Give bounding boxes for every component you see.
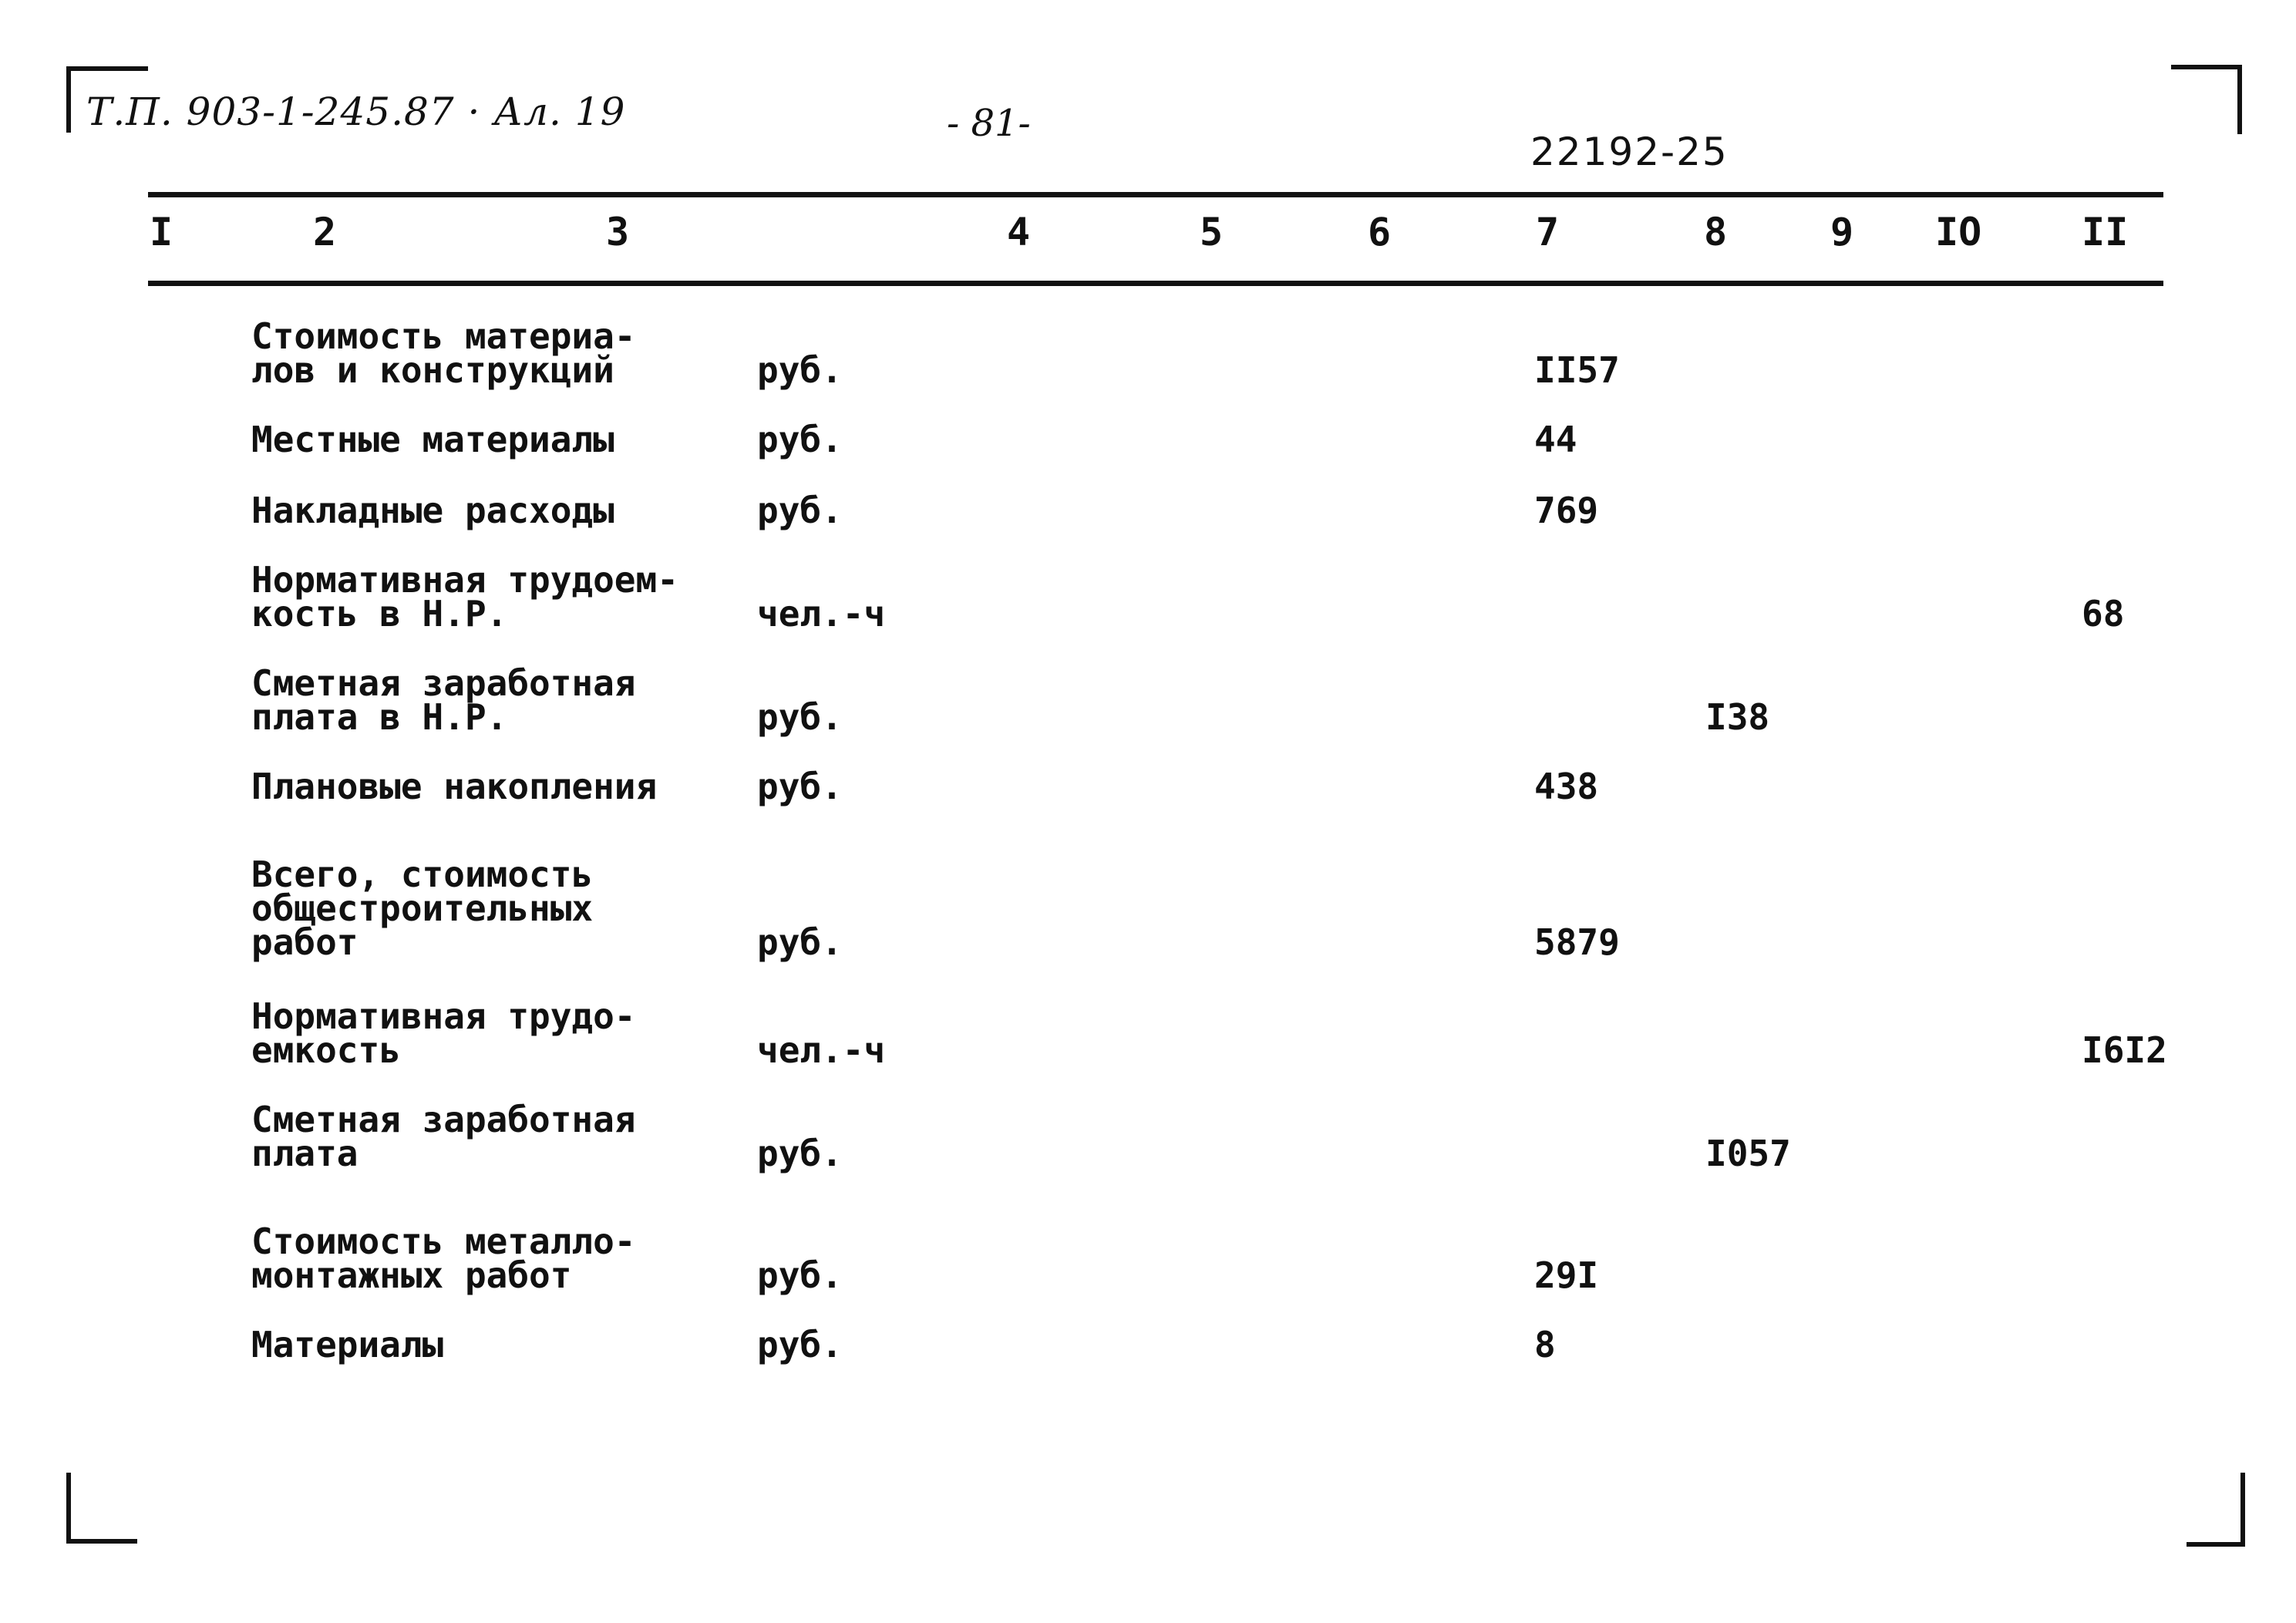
row-unit-overhead: руб. <box>757 490 843 531</box>
row-value-col7-materials: 8 <box>1534 1324 1556 1365</box>
row-value-col7-metal-assembly-cost: 29I <box>1534 1254 1599 1296</box>
row-value-col8-wages-overhead: I38 <box>1705 696 1770 738</box>
row-unit-total-general-construction: руб. <box>757 921 843 963</box>
row-value-col11-labor-overhead: 68 <box>2082 593 2125 635</box>
row-value-col7-planned-savings: 438 <box>1534 766 1599 807</box>
column-header-10: IO <box>1935 210 1982 254</box>
row-value-col7-local-materials: 44 <box>1534 419 1577 460</box>
row-name-total-general-construction: Всего, стоимость общестроительных работ <box>251 854 594 963</box>
table-top-rule <box>148 192 2163 197</box>
row-unit-local-materials: руб. <box>757 419 843 460</box>
row-name-materials-cost: Стоимость материа- лов и конструкций <box>251 315 636 391</box>
row-name-wages-overhead: Сметная заработная плата в Н.Р. <box>251 662 636 738</box>
column-header-6: 6 <box>1368 210 1392 254</box>
row-unit-estimated-wages: руб. <box>757 1133 843 1174</box>
row-name-planned-savings: Плановые накопления <box>251 766 658 807</box>
row-name-local-materials: Местные материалы <box>251 419 614 460</box>
table-header-rule <box>148 281 2163 286</box>
row-unit-metal-assembly-cost: руб. <box>757 1254 843 1296</box>
row-value-col8-estimated-wages: I057 <box>1705 1133 1791 1174</box>
column-header-9: 9 <box>1830 210 1854 254</box>
row-name-labor-overhead: Нормативная трудоем- кость в Н.Р. <box>251 559 678 635</box>
page-number: - 81- <box>947 102 1031 145</box>
row-value-col7-overhead: 769 <box>1534 490 1599 531</box>
row-name-estimated-wages: Сметная заработная плата <box>251 1099 636 1174</box>
row-unit-labor-overhead: чел.-ч <box>757 593 886 635</box>
row-value-col7-materials-cost: II57 <box>1534 349 1620 391</box>
column-header-5: 5 <box>1200 210 1224 254</box>
row-unit-wages-overhead: руб. <box>757 696 843 738</box>
row-unit-materials: руб. <box>757 1324 843 1365</box>
column-header-2: 2 <box>313 210 337 254</box>
row-value-col11-labor-intensity: I6I2 <box>2082 1029 2167 1071</box>
sheet-number: 22192-25 <box>1530 130 1729 174</box>
document-code: Т.П. 903-1-245.87 · Ал. 19 <box>86 89 626 134</box>
column-header-7: 7 <box>1536 210 1560 254</box>
row-unit-labor-intensity: чел.-ч <box>757 1029 886 1071</box>
row-value-col7-total-general-construction: 5879 <box>1534 921 1620 963</box>
column-header-11: II <box>2082 210 2129 254</box>
row-name-metal-assembly-cost: Стоимость металло- монтажных работ <box>251 1221 636 1296</box>
row-unit-materials-cost: руб. <box>757 349 843 391</box>
row-unit-planned-savings: руб. <box>757 766 843 807</box>
row-name-overhead: Накладные расходы <box>251 490 614 531</box>
column-header-4: 4 <box>1007 210 1031 254</box>
frame-corner-bottom-left <box>66 1473 137 1544</box>
row-name-materials: Материалы <box>251 1324 444 1365</box>
column-header-8: 8 <box>1704 210 1728 254</box>
row-name-labor-intensity: Нормативная трудо- емкость <box>251 995 636 1071</box>
frame-corner-top-right <box>2171 65 2242 134</box>
column-header-3: 3 <box>606 210 630 254</box>
frame-corner-bottom-right <box>2187 1473 2245 1547</box>
column-header-1: I <box>150 210 173 254</box>
